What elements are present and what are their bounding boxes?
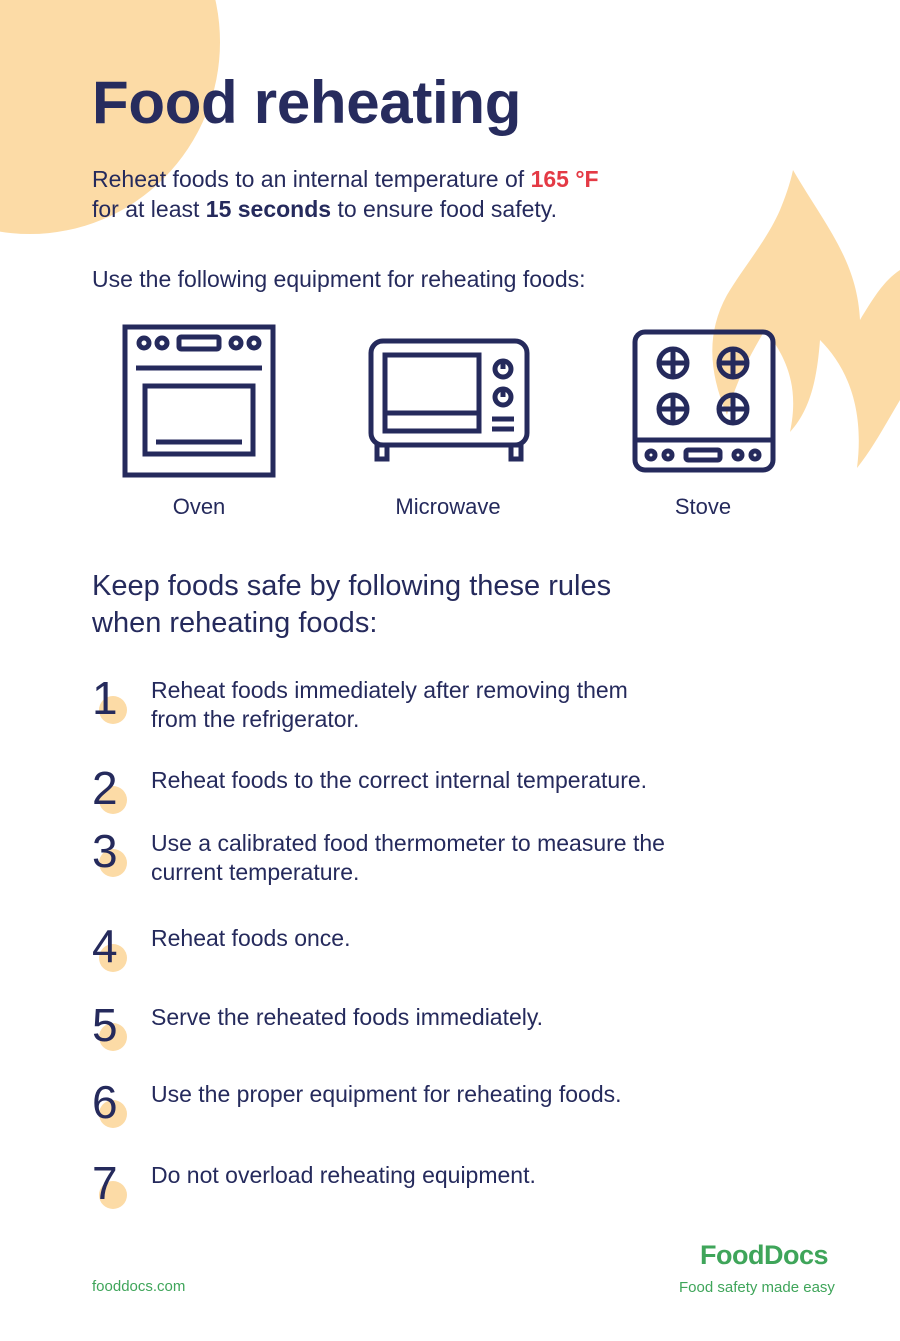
- rule-number: 1: [92, 672, 118, 724]
- stove-icon: [632, 329, 776, 473]
- rule-text-line: Use a calibrated food thermometer to measure the: [151, 830, 665, 856]
- duration-highlight: 15 seconds: [205, 196, 332, 222]
- rule-number-1: [92, 672, 142, 732]
- website-link[interactable]: fooddocs.com: [92, 1278, 186, 1295]
- rule-number-5: [92, 999, 142, 1059]
- rule-text: [151, 1003, 761, 1032]
- oven-icon: [122, 324, 276, 478]
- rule-text: [151, 676, 761, 734]
- oven-item: [122, 324, 276, 478]
- rule-text: [151, 1080, 761, 1109]
- rule-number-4: [92, 920, 142, 980]
- rule-number: 5: [92, 999, 118, 1051]
- intro-text-part: Reheat foods to an internal temperature of: [92, 166, 531, 192]
- rule-text: [151, 766, 761, 795]
- temperature-highlight: 165 °F: [530, 166, 599, 192]
- oven-label: Oven: [172, 494, 226, 519]
- rule-number: 2: [92, 762, 118, 814]
- rule-text-line: Use the proper equipment for reheating foods.: [151, 1081, 622, 1107]
- intro-line-1: [92, 164, 712, 194]
- rule-text-line: Do not overload reheating equipment.: [151, 1162, 536, 1188]
- rule-text-line: Serve the reheated foods immediately.: [151, 1004, 544, 1030]
- intro-line-2: [92, 194, 712, 224]
- intro-text-part: to ensure food safety.: [331, 196, 557, 222]
- rule-number: 7: [92, 1157, 118, 1209]
- rules-heading: [92, 568, 732, 642]
- rule-text-line: current temperature.: [151, 859, 360, 885]
- microwave-label: Microwave: [395, 494, 501, 519]
- equipment-heading: Use the following equipment for reheating foods:: [92, 266, 586, 292]
- rule-text: [151, 1161, 761, 1190]
- stove-label: Stove: [674, 494, 732, 519]
- rule-number: 6: [92, 1076, 118, 1128]
- rule-number: 3: [92, 825, 118, 877]
- rule-number-6: [92, 1076, 142, 1136]
- microwave-item: [368, 338, 530, 464]
- rule-text-line: Reheat foods immediately after removing them: [151, 677, 628, 703]
- brand-logo: FoodDocs: [700, 1240, 828, 1270]
- rules-heading-line-1: Keep foods safe by following these rules: [92, 570, 612, 602]
- rules-heading-line-2: when reheating foods:: [92, 607, 378, 639]
- rule-text: [151, 924, 761, 953]
- rule-number-7: [92, 1157, 142, 1217]
- rule-number-3: [92, 825, 142, 885]
- rule-text-line: from the refrigerator.: [151, 706, 360, 732]
- rule-text-line: Reheat foods once.: [151, 925, 351, 951]
- rule-text: [151, 829, 761, 887]
- rule-text-line: Reheat foods to the correct internal temperature.: [151, 767, 648, 793]
- brand-tagline: Food safety made easy: [679, 1279, 835, 1296]
- microwave-icon: [368, 338, 530, 464]
- intro-text: [92, 164, 712, 224]
- stove-item: [632, 329, 776, 473]
- intro-text-part: for at least: [92, 196, 206, 222]
- rule-number-2: [92, 762, 142, 822]
- rule-number: 4: [92, 920, 118, 972]
- page-title: Food reheating: [92, 69, 522, 136]
